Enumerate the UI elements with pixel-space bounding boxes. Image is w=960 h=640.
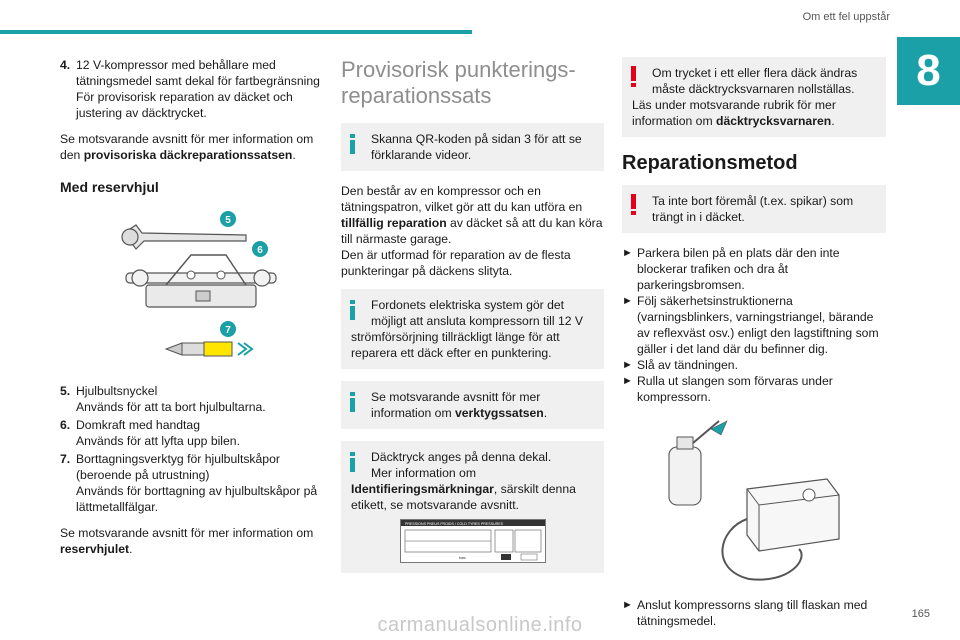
section-heading-repair-kit: Provisorisk punkterings-reparationssats [341,57,576,108]
step-item: ► Parkera bilen på en plats där den inte blockerar trafiken och dra åt parkeringsbromsen. [622,246,840,292]
pressure-label-drawing [401,520,545,562]
spare-wheel-tools-illustration [96,205,286,375]
info-icon [350,300,355,320]
warning-icon [631,194,637,216]
link-kit[interactable]: provisoriska däckreparationssatsen [83,148,293,162]
wheel-brace-icon [124,225,246,249]
sealant-bottle-icon [669,437,701,505]
link-toolkit[interactable]: verktygssatsen [455,406,544,420]
callout-6 [252,241,268,257]
svg-text:bars: bars [458,556,466,560]
step-item: ► Rulla ut slangen som förvaras under kompressorn. [622,374,833,404]
step-item: ► Följ säkerhetsinstruktionerna (varningsblinkers, varningstriangel, bärande av reflexväst osv.) enligt den lagstiftning som gäller i det land där du befinner dig. [622,294,879,356]
warning-note-object: Ta inte bort föremål (t.ex. spikar) som trängt in i däcket. [622,185,886,233]
tyre-pressure-label-image [400,519,546,563]
steps-list [622,245,886,405]
info-note-electric: Fordonets elektriska system gör det möjligt att ansluta kompressorn till 12 V strömförsörjning tillräckligt länge för att reparera ett däck efter en punktering. [341,289,604,369]
item-text: 12 V-kompressor med behållare med tätningsmedel samt dekal för fartbegränsning För provisorisk reparation av däcket och justering av däcktrycket. [76,58,320,120]
info-icon [350,392,355,412]
list-item-6: 6. Domkraft med handtag Används för att lyfta upp bilen. [60,418,240,448]
info-note-tools: Se motsvarande avsnitt för mer information om verktygssatsen. [341,381,604,429]
warning-note-pressure: Om trycket i ett eller flera däck ändras måste däcktrycksvarnaren nollställas. Läs under motsvarande rubrik för mer information om däcktrycksvarnaren. [622,57,886,137]
callout-7 [220,321,236,337]
step-item: ► Slå av tändningen. [622,358,738,372]
info-icon [350,452,355,472]
info-note-qr: Skanna QR-koden på sidan 3 för att se förklarande videor. [341,123,604,171]
see-more-spare-wheel: Se motsvarande avsnitt för mer information om reservhjulet. [60,526,314,556]
link-identification[interactable]: Identifieringsmärkningar [351,482,494,496]
column-3 [622,57,886,629]
list-item-7: 7. Borttagningsverktyg för hjulbultskåpor (beroende på utrustning) Används för borttagning av hjulbultskåpor på lättmetallfälgar. [60,452,318,514]
svg-text:5: 5 [225,215,231,226]
item-number: 4. [60,58,71,72]
callout-5 [220,211,236,227]
link-tpms[interactable]: däcktrycksvarnaren [716,114,832,128]
subheading-spare-wheel: Med reservhjul [60,179,159,195]
see-more-kit: Se motsvarande avsnitt för mer information om den provisoriska däckreparationssatsen. [60,132,314,162]
header-accent-bar [0,30,472,34]
page-number: 165 [911,608,930,620]
list-item-4 [60,57,322,121]
compressor-illustration [659,419,849,589]
step-item-final: ► Anslut kompressorns slang till flaskan med tätningsmedel. [622,598,868,628]
list-item-5: 5. Hjulbultsnyckel Används för att ta bort hjulbultarna. [60,384,266,414]
svg-text:7: 7 [225,325,231,336]
hose-upper-icon [693,421,719,443]
page-header-title: Om ett fel uppstår [802,11,890,23]
hubcap-removal-tool-icon [166,342,252,356]
section-heading-repair-method: Reparationsmetod [622,152,798,174]
info-icon [350,134,355,154]
compressor-icon [747,479,839,551]
column-1 [60,57,322,567]
svg-text:PRESSIONS PNEUS FROIDS / COLD: PRESSIONS PNEUS FROIDS / COLD TYRES PRESSURES [404,522,503,526]
jack-icon [126,255,276,307]
link-spare-wheel[interactable]: reservhjulet [60,542,130,556]
svg-text:6: 6 [257,245,263,256]
kit-description: Den består av en kompressor och en tätningspatron, vilket gör att du kan utföra en tillfällig reparation av däcket så att du kan köra till närmaste garage. Den är utformad för reparation av de flesta punkteringar på däckens slityta. [341,184,603,278]
column-2 [341,57,604,585]
info-note-pressure: Däcktryck anges på denna dekal. Mer information om Identifieringsmärkningar, särskilt denna etikett, se motsvarande avsnitt. PRESSIONS PNEUS FROIDS / COLD TYRES PRESSURES bars [341,441,604,573]
watermark: carmanualsonline.info [377,614,583,636]
warning-icon [631,66,637,88]
chapter-number-badge: 8 [897,37,960,105]
